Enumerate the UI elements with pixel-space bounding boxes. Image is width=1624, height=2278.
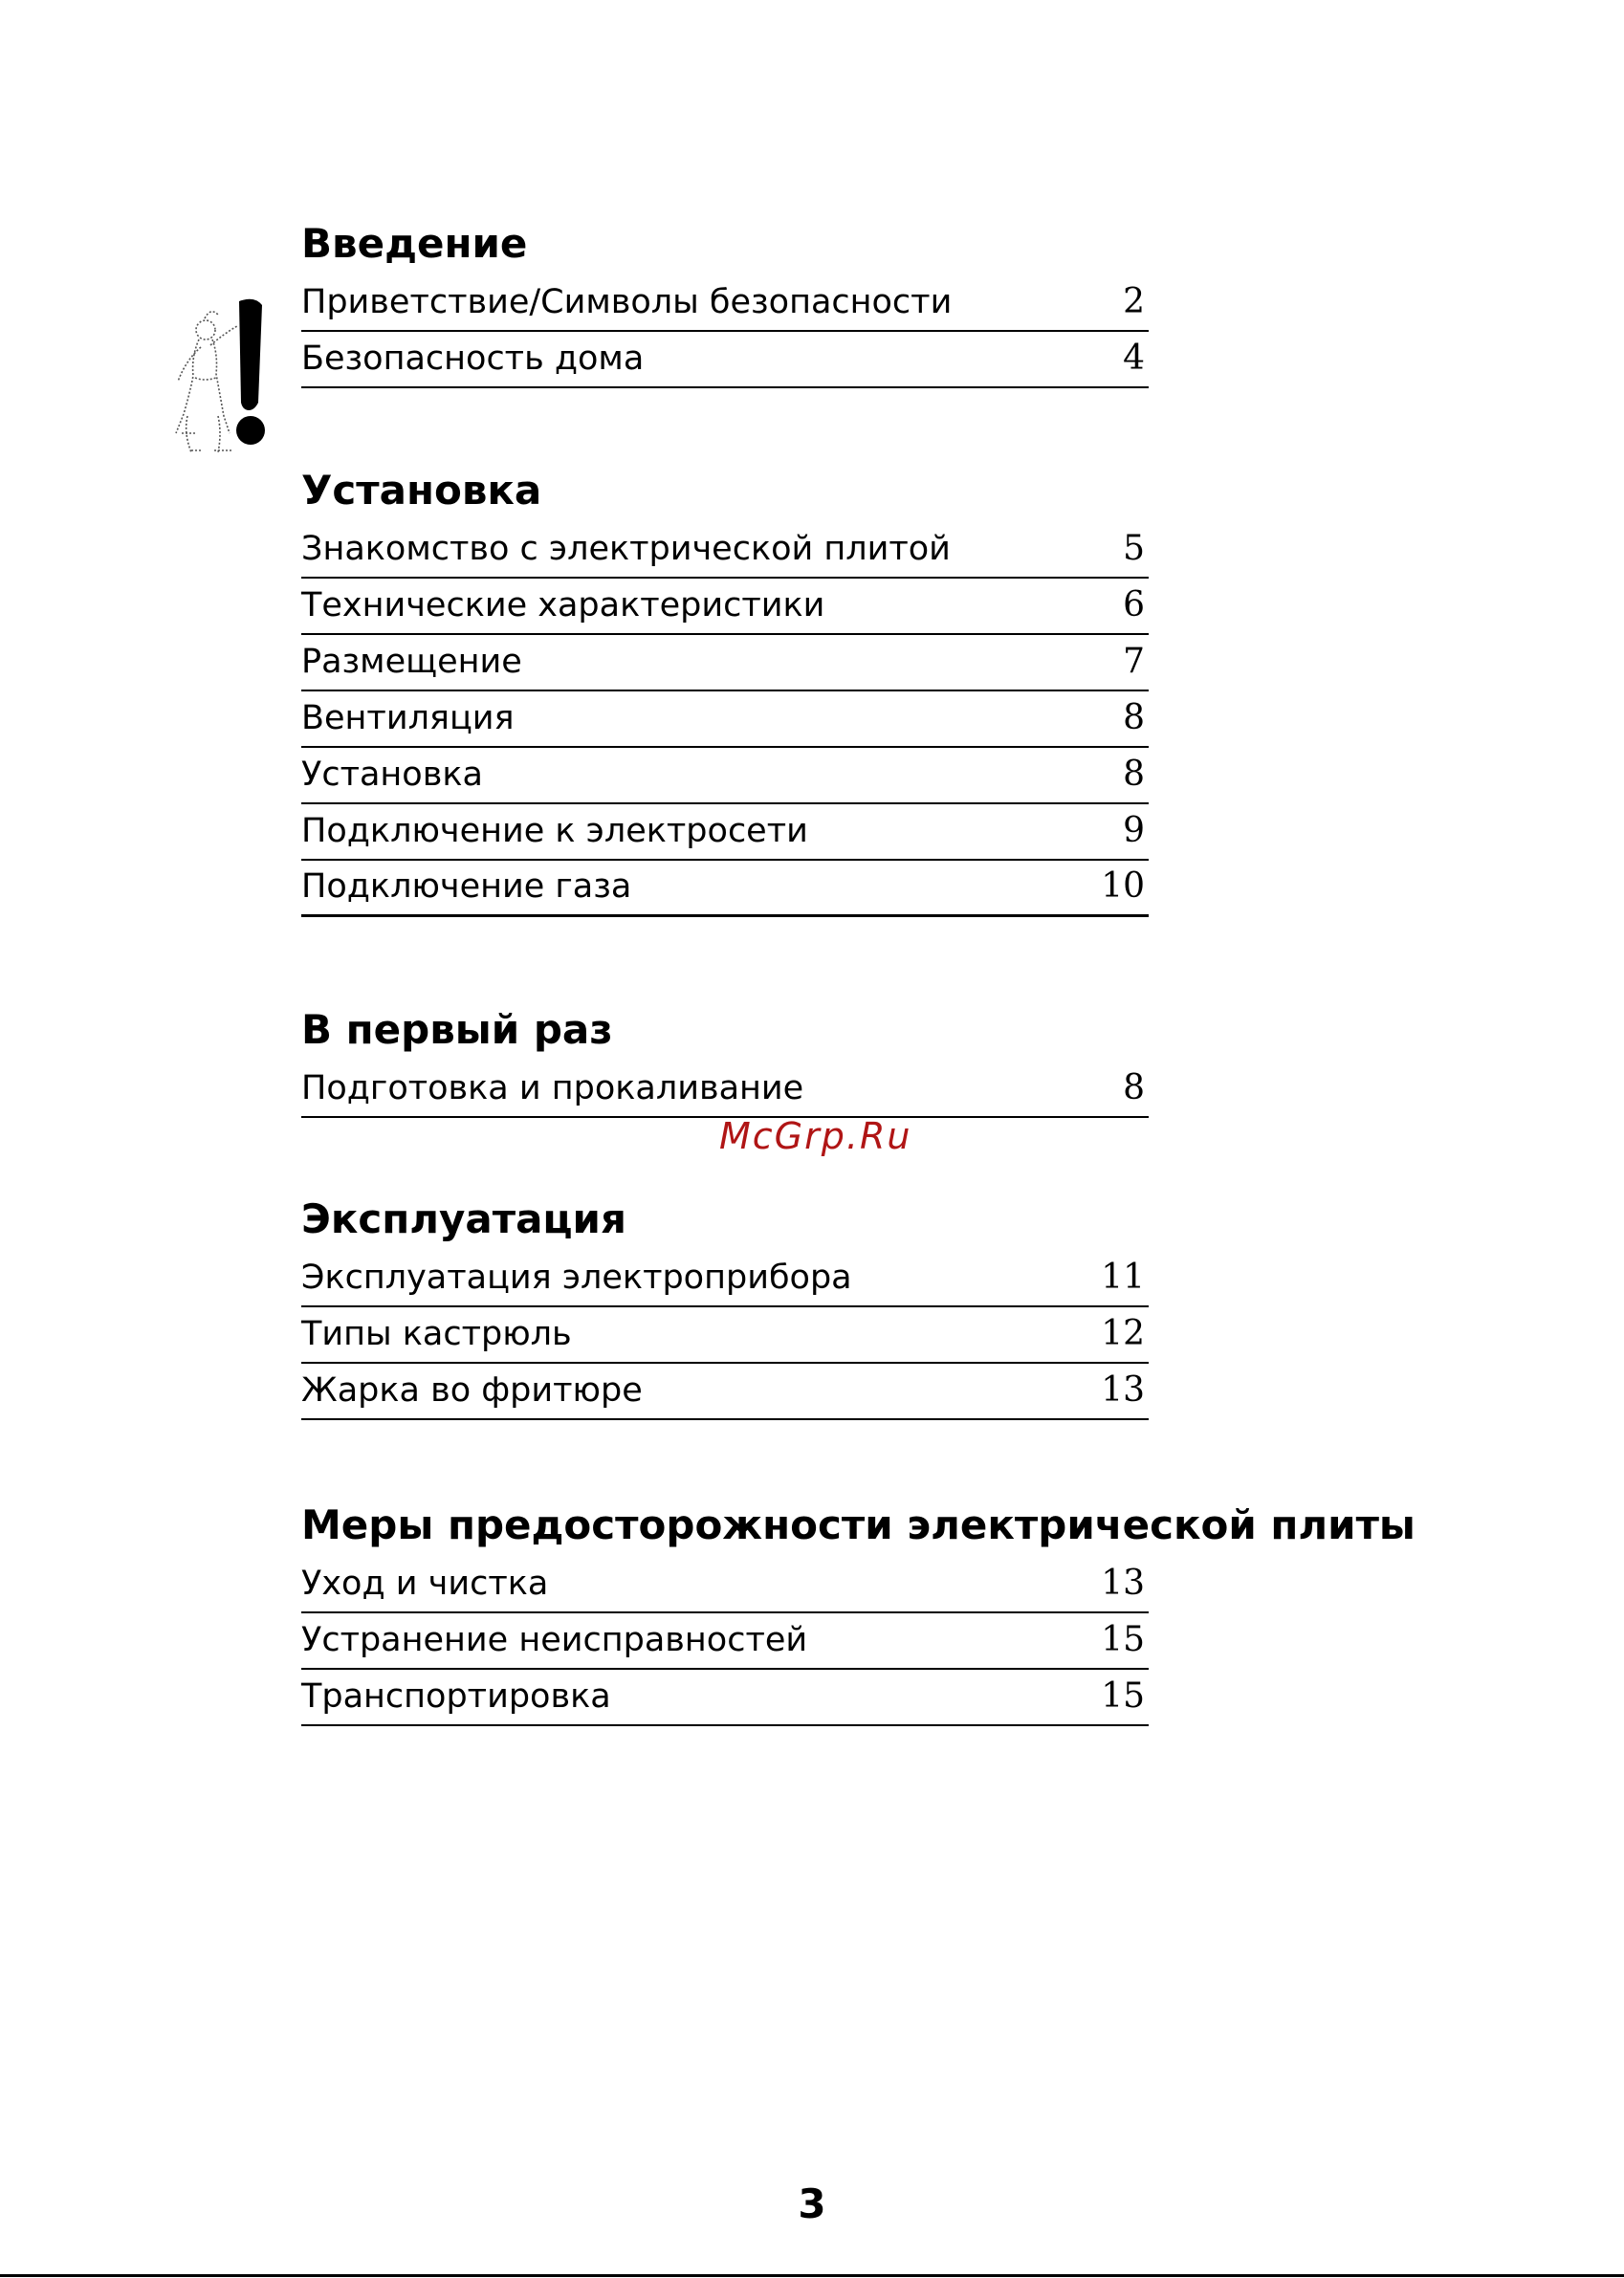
- toc-entry-label: Размещение: [301, 643, 522, 681]
- toc-entry[interactable]: [301, 804, 1149, 861]
- toc-entry-page: 7: [1123, 642, 1145, 681]
- section-v-pervyi-raz: [301, 1006, 1152, 1118]
- toc-entry[interactable]: [301, 1613, 1149, 1670]
- toc-entry-page: 15: [1101, 1676, 1145, 1716]
- toc-entry-page: 12: [1101, 1314, 1145, 1353]
- toc-entry-label: Вентиляция: [301, 699, 515, 737]
- toc-entry-label: Подготовка и прокаливание: [301, 1069, 804, 1107]
- toc-entry[interactable]: [301, 1364, 1149, 1420]
- toc-entry-label: Безопасность дома: [301, 340, 645, 378]
- toc-entry-label: Подключение газа: [301, 867, 632, 906]
- toc-entry[interactable]: [301, 635, 1149, 691]
- toc-entry[interactable]: [301, 1557, 1149, 1613]
- toc-entry-label: Приветствие/Символы безопасности: [301, 283, 953, 321]
- toc-entry[interactable]: [301, 1062, 1149, 1118]
- section-ekspluatatsiya: [301, 1195, 1152, 1420]
- toc-entry-label: Эксплуатация электроприбора: [301, 1259, 852, 1297]
- toc-entry-page: 9: [1123, 811, 1145, 850]
- toc-entry-page: 13: [1101, 1564, 1145, 1603]
- toc-entry-page: 11: [1101, 1258, 1145, 1297]
- toc-entry[interactable]: [301, 522, 1149, 579]
- toc-entry[interactable]: [301, 861, 1149, 917]
- toc-entry-page: 15: [1101, 1620, 1145, 1659]
- section-title: Установка: [301, 467, 542, 514]
- toc-entry[interactable]: [301, 275, 1149, 332]
- toc-entry-label: Уход и чистка: [301, 1565, 549, 1603]
- toc-entry[interactable]: [301, 748, 1149, 804]
- toc-entry-label: Установка: [301, 756, 483, 794]
- toc-entry-label: Устранение неисправностей: [301, 1621, 808, 1659]
- section-vvedenie: [301, 220, 1152, 388]
- toc-entry[interactable]: [301, 1670, 1149, 1726]
- section-title: Введение: [301, 220, 528, 267]
- toc-entry-label: Технические характеристики: [301, 586, 825, 624]
- section-title: В первый раз: [301, 1006, 613, 1053]
- toc-entry-page: 13: [1101, 1370, 1145, 1410]
- toc-entry[interactable]: [301, 1307, 1149, 1364]
- watermark: McGrp.Ru: [719, 1115, 912, 1157]
- toc-entry-page: 10: [1101, 866, 1145, 906]
- toc-entry-label: Транспортировка: [301, 1677, 611, 1716]
- bottom-rule: [0, 2274, 1624, 2277]
- toc-entry-label: Жарка во фритюре: [301, 1371, 643, 1410]
- toc-entry-page: 5: [1123, 529, 1145, 568]
- toc-entry[interactable]: [301, 691, 1149, 748]
- toc-entry-label: Знакомство с электрической плитой: [301, 530, 951, 568]
- toc-entry[interactable]: [301, 579, 1149, 635]
- toc-entry-page: 8: [1123, 698, 1145, 737]
- toc-entry[interactable]: [301, 332, 1149, 388]
- section-title: Меры предосторожности электрической плиты: [301, 1501, 1416, 1548]
- toc-entry[interactable]: [301, 1251, 1149, 1307]
- section-mery-predostorozhnosti: [301, 1501, 1416, 1726]
- page-number: 3: [798, 2180, 826, 2227]
- toc-entry-page: 2: [1123, 282, 1145, 321]
- toc-entry-page: 6: [1123, 585, 1145, 624]
- toc-entry-label: Подключение к электросети: [301, 812, 808, 850]
- toc-entry-page: 8: [1123, 1068, 1145, 1107]
- section-ustanovka: [301, 467, 1152, 917]
- toc-entry-page: 4: [1123, 339, 1145, 378]
- toc-entry-page: 8: [1123, 755, 1145, 794]
- section-title: Эксплуатация: [301, 1195, 626, 1242]
- toc-entry-label: Типы кастрюль: [301, 1315, 572, 1353]
- safety-warning-icon: [163, 290, 282, 457]
